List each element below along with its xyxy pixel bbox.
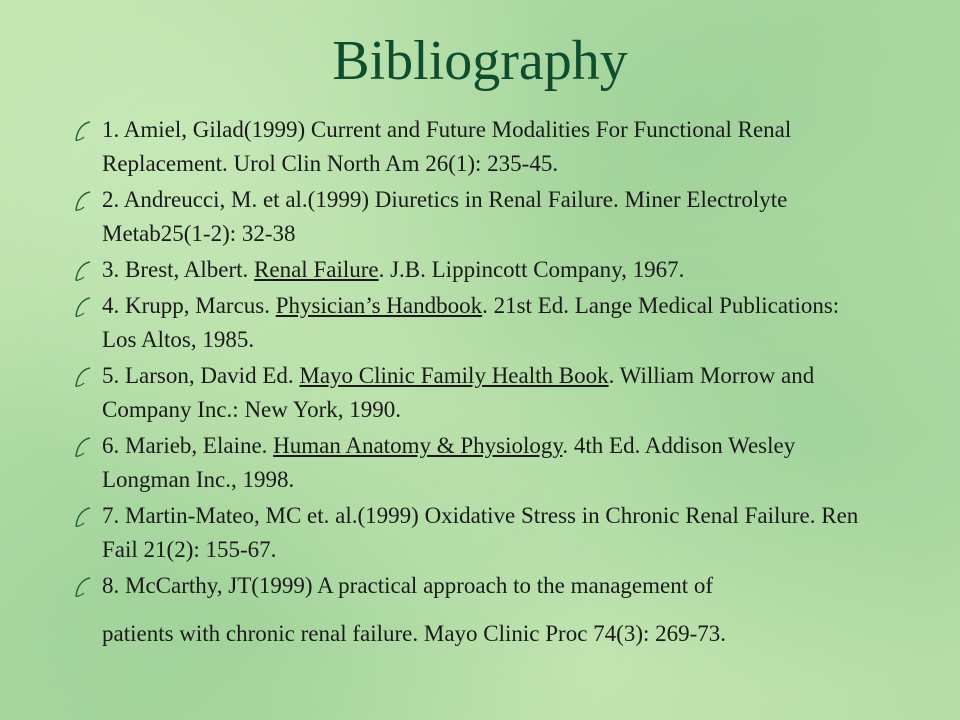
leaf-ornament-icon	[70, 259, 94, 283]
reference-text: 2. Andreucci, M. et al.(1999) Diuretics in Renal Failure. Miner Electrolyte Metab25(1-2): 32-38	[102, 187, 788, 246]
reference-text: 5. Larson, David Ed. Mayo Clinic Family Health Book. William Morrow and Company Inc.: New York, 1990.	[102, 363, 815, 422]
leaf-ornament-icon	[70, 119, 94, 143]
slide-title: Bibliography	[332, 30, 628, 92]
book-title: Renal Failure	[254, 257, 379, 282]
book-title: Human Anatomy & Physiology	[273, 433, 563, 458]
reference-text: 8. McCarthy, JT(1999) A practical approach to the management of patients with chronic renal failure. Mayo Clinic Proc 74(3): 269-73.	[102, 573, 727, 646]
leaf-ornament-icon	[70, 189, 94, 213]
leaf-ornament-icon	[70, 505, 94, 529]
reference-text: 6. Marieb, Elaine. Human Anatomy & Physiology. 4th Ed. Addison Wesley Longman Inc., 1998.	[102, 433, 796, 492]
book-title: Physician’s Handbook	[275, 293, 483, 318]
leaf-ornament-icon	[70, 435, 94, 459]
book-title: Mayo Clinic Family Health Book	[299, 363, 609, 388]
leaf-ornament-icon	[70, 365, 94, 389]
reference-text: 4. Krupp, Marcus. Physician’s Handbook. 21st Ed. Lange Medical Publications: Los Altos, 1985.	[102, 293, 840, 352]
reference-text: 7. Martin-Mateo, MC et. al.(1999) Oxidative Stress in Chronic Renal Failure. Ren Fail 21(2): 155-67.	[102, 503, 859, 562]
reference-text: 1. Amiel, Gilad(1999) Current and Future Modalities For Functional Renal Replacement. Urol Clin North Am 26(1): 235-45.	[102, 117, 792, 176]
leaf-ornament-icon	[70, 295, 94, 319]
leaf-ornament-icon	[70, 575, 94, 599]
reference-text: 3. Brest, Albert. Renal Failure. J.B. Lippincott Company, 1967.	[102, 257, 685, 282]
